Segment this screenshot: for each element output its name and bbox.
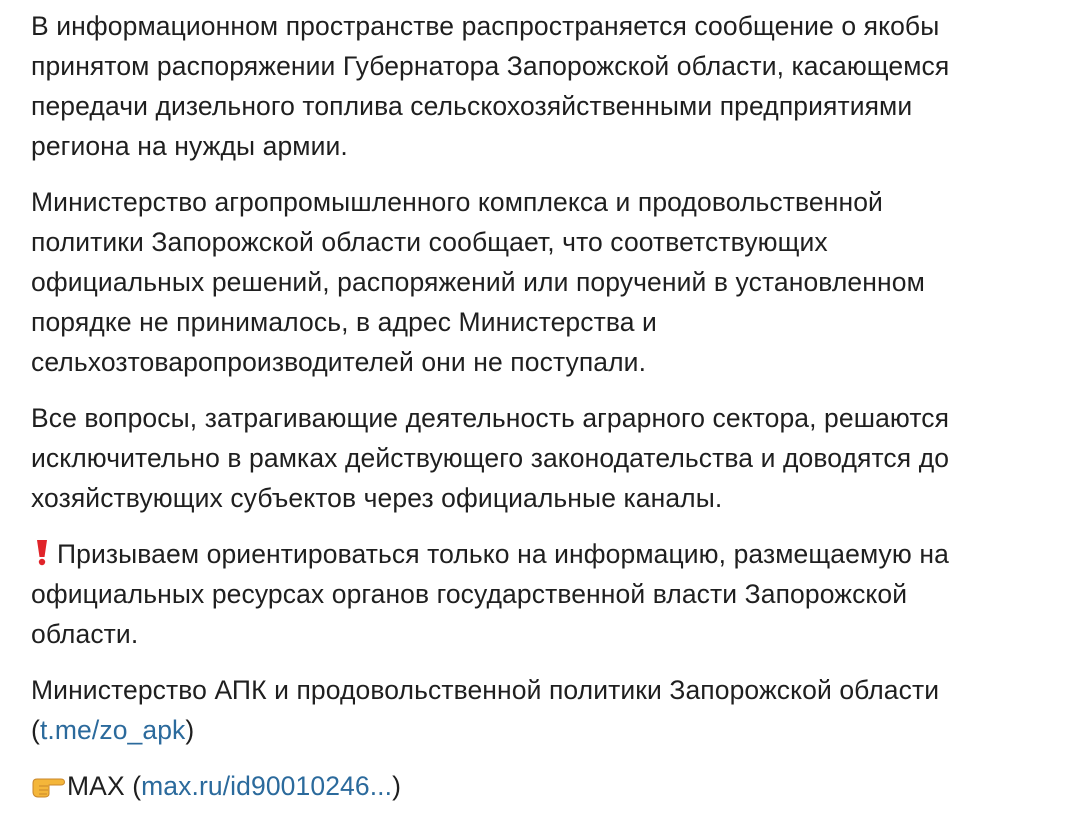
text-line: исключительно в рамках действующего законодательства и доводятся до (31, 443, 950, 473)
text-line-content: Призываем ориентироваться только на информацию, размещаемую на (57, 539, 949, 569)
max-profile-link[interactable]: max.ru/id90010246... (141, 771, 393, 801)
text-line: передачи дизельного топлива сельскохозяйственными предприятиями (31, 91, 913, 121)
text-line: официальных ресурсах органов государственной власти Запорожской (31, 579, 908, 609)
paragraph-1 (31, 6, 1041, 166)
text-line: официальных решений, распоряжений или поручений в установленном (31, 267, 925, 297)
text-line: Министерство АПК и продовольственной политики Запорожской области (31, 675, 940, 705)
text-line: порядке не принималось, в адрес Министерства и (31, 307, 657, 337)
text-line (31, 710, 1041, 750)
text-line: сельхозтоваропроизводителей они не поступали. (31, 347, 647, 377)
text-line: области. (31, 619, 139, 649)
open-paren: ( (124, 771, 142, 801)
text-line: региона на нужды армии. (31, 131, 348, 161)
text-line (31, 766, 1041, 806)
max-label: MAX (67, 771, 125, 801)
text-line: политики Запорожской области сообщает, что соответствующих (31, 227, 828, 257)
close-paren: ) (392, 771, 402, 801)
text-line: принятом распоряжении Губернатора Запорожской области, касающемся (31, 51, 950, 81)
close-paren: ) (185, 715, 195, 745)
open-paren: ( (31, 715, 40, 745)
text-line: Министерство агропромышленного комплекса и продовольственной (31, 187, 883, 217)
telegram-channel-link[interactable]: t.me/zo_apk (39, 715, 186, 745)
pointing-hand-icon (31, 774, 65, 798)
paragraph-6 (31, 766, 1041, 806)
paragraph-4 (31, 534, 1041, 654)
text-line (31, 534, 1041, 574)
text-line: хозяйствующих субъектов через официальные каналы. (31, 483, 723, 513)
message-text (31, 6, 1041, 822)
text-line: Все вопросы, затрагивающие деятельность аграрного сектора, решаются (31, 403, 950, 433)
text-line: В информационном пространстве распространяется сообщение о якобы (31, 11, 940, 41)
red-exclamation-icon (31, 538, 53, 566)
paragraph-3 (31, 398, 1041, 518)
paragraph-5 (31, 670, 1041, 750)
paragraph-2 (31, 182, 1041, 382)
